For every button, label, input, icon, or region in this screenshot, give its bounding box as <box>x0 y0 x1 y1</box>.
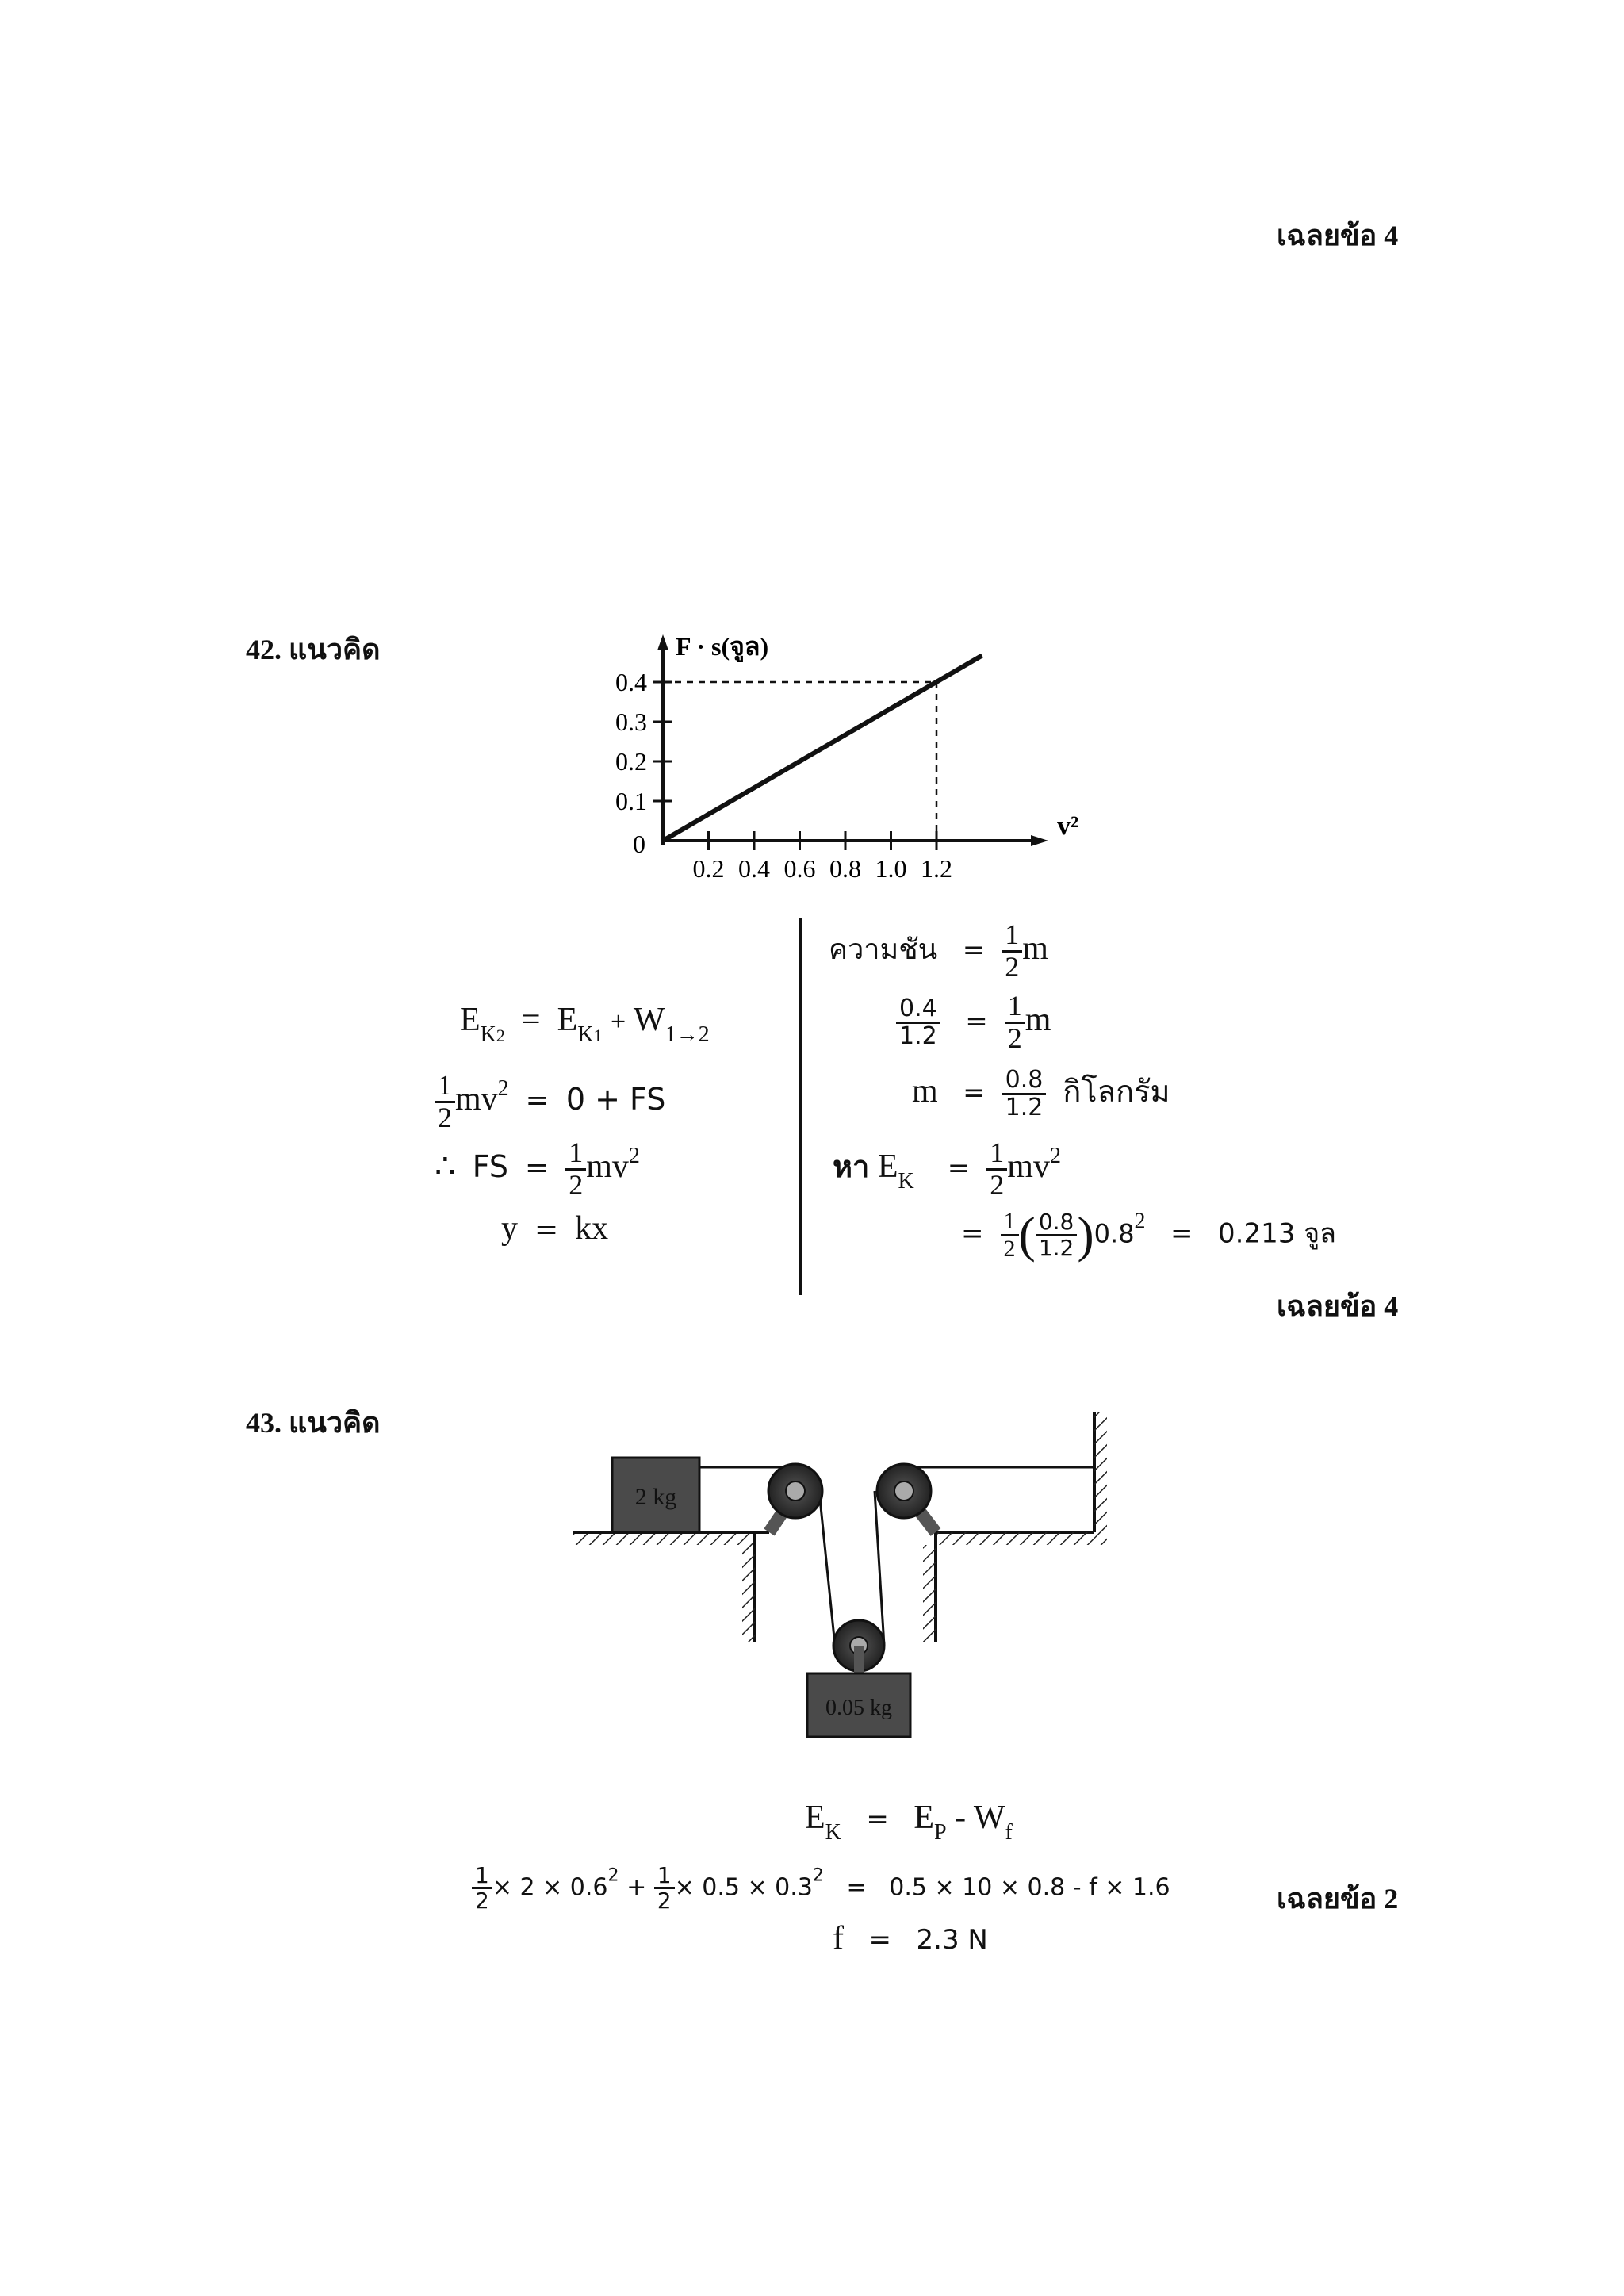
block-2kg-label: 2 kg <box>634 1484 677 1510</box>
q42-left-line-2: $\frac{1}{2}$ $mv^2 = 0$ + FS <box>435 1071 665 1133</box>
left-wall-hatch <box>742 1545 755 1642</box>
q42-right-line-4: หา $E_K$ = $\frac{1}{2}$ $mv^2$ <box>833 1137 1061 1201</box>
answer-label-top: เฉลยข้อ 4 <box>1277 220 1399 251</box>
string-right-down <box>875 1491 884 1646</box>
x-tick-label: 0.6 <box>783 854 816 883</box>
x-tick-label: 0.2 <box>692 854 725 883</box>
series-line <box>663 656 982 841</box>
q42-right-line-1: ความชัน = $\frac{1}{2}$ m <box>829 918 1048 983</box>
q42-divider <box>799 918 802 1295</box>
q43-pulley-diagram <box>555 1404 1142 1769</box>
x-axis-arrow-icon <box>1031 835 1048 846</box>
y-axis-arrow-icon <box>657 634 668 650</box>
q42-left-line-1: $E_{K2} = E_{K1} + W_{1\to 2}$ <box>460 1002 710 1047</box>
chart-ylabel: F · s(จูล) <box>676 632 769 661</box>
q42-right-line-3: m = $\frac{0.8}{1.2}$ กิโลกรัม <box>912 1066 1170 1121</box>
y-tick-label: 0.1 <box>615 787 647 815</box>
x-tick-label: 1.0 <box>875 854 907 883</box>
q43-eq-3: f = 2.3 N <box>833 1920 988 1957</box>
left-table-hatch <box>573 1532 755 1545</box>
chart-xlabel: v² <box>1057 811 1079 841</box>
y-tick-label: 0.4 <box>615 668 647 696</box>
q42-left-line-3: ∴ FS = $\frac{1}{2}$ $mv^2$ <box>435 1137 640 1201</box>
answer-label-43: เฉลยข้อ 2 <box>1277 1883 1399 1915</box>
q42-right-line-2: $\frac{0.4}{1.2}$ = $\frac{1}{2}$ m <box>896 991 1051 1054</box>
question-42-label: 42. แนวคิด <box>246 634 381 665</box>
x-tick-label: 1.2 <box>921 854 952 883</box>
q42-left-line-4: y = kx <box>501 1210 609 1247</box>
q43-eq-2: $\frac{1}{2}$ × $2 \times 0.6^2$ + $\frac{1}{2}$ × $0.5 \times 0.3^2$ = 0.5 × 10 × 0.8 - f × 1.6 <box>472 1864 1170 1913</box>
y-tick-label: 0.3 <box>615 707 647 736</box>
right-table-hatch <box>936 1532 1094 1545</box>
q42-graph <box>579 627 1102 888</box>
string-left-down <box>819 1491 835 1646</box>
x-tick-label: 0.8 <box>829 854 861 883</box>
x-tick-label: 0.4 <box>738 854 770 883</box>
q42-right-line-5: = $\frac{1}{2}$ ( $\frac{0.8}{1.2}$ )$0.8^2$ = 0.213 จูล <box>961 1206 1336 1263</box>
question-43-label: 43. แนวคิด <box>246 1407 381 1439</box>
chart-axes <box>657 634 1048 846</box>
q43-eq-1: $E_K$ = $E_P - W_f$ <box>805 1800 1013 1845</box>
far-right-wall-hatch <box>1094 1412 1107 1545</box>
right-wall-hatch <box>923 1545 936 1642</box>
block-005kg-label: 0.05 kg <box>825 1696 892 1720</box>
chart-origin-label: 0 <box>633 830 645 858</box>
answer-label-42: เฉลยข้อ 4 <box>1277 1290 1399 1322</box>
y-tick-label: 0.2 <box>615 747 647 776</box>
